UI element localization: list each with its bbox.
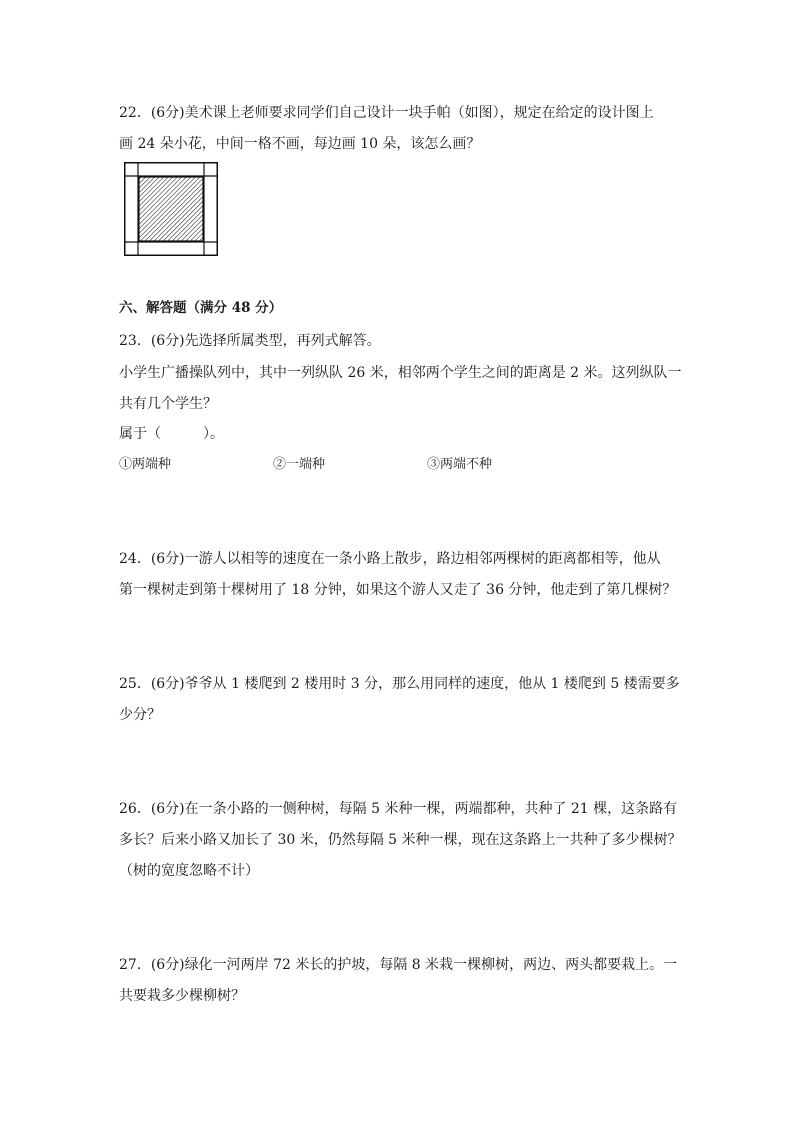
q25-line-2: 少分？	[119, 707, 161, 723]
q22-line-1: 22．(6分)美术课上老师要求同学们自己设计一块手帕（如图），规定在给定的设计图上	[119, 105, 654, 121]
q25-line-1: 25．(6分)爷爷从 1 楼爬到 2 楼用时 3 分，那么用同样的速度，他从 1 楼爬到 5 楼需要多	[119, 676, 680, 692]
q23-line-2: 小学生广播操队列中，其中一列纵队 26 米，相邻两个学生之间的距离是 2 米。这列纵队一	[119, 365, 682, 381]
q26-line-3: （树的宽度忽略不计）	[119, 863, 259, 879]
q26-line-1: 26．(6分)在一条小路的一侧种树，每隔 5 米种一棵，两端都种，共种了 21 棵，这条路有	[119, 801, 678, 817]
q26-line-2: 多长？后来小路又加长了 30 米，仍然每隔 5 米种一棵，现在这条路上一共种了多少棵树？	[119, 832, 682, 848]
q27-line-2: 共要栽多少棵柳树？	[119, 988, 245, 1004]
q27-line-1: 27．(6分)绿化一河两岸 72 米长的护坡，每隔 8 米栽一棵柳树，两边、两头都要栽上。一	[119, 957, 678, 973]
q24-line-1: 24．(6分)一游人以相等的速度在一条小路上散步，路边相邻两棵树的距离都相等，他从	[119, 551, 661, 567]
q23-option-3: ③两端不种	[427, 457, 493, 472]
q23-belongs-to: 属于（ ）。	[119, 426, 224, 442]
section-6-title: 六、解答题（满分 48 分）	[119, 300, 283, 316]
q24-line-2: 第一棵树走到第十棵树用了 18 分钟，如果这个游人又走了 36 分钟，他走到了第几棵树？	[119, 582, 677, 598]
q23-line-3: 共有几个学生？	[119, 396, 217, 412]
handkerchief-design-figure	[124, 162, 218, 256]
q23-option-1: ①两端种	[119, 457, 172, 472]
q23-option-2: ②一端种	[273, 457, 326, 472]
q23-line-1: 23．(6分)先选择所属类型，再列式解答。	[119, 333, 381, 349]
q22-line-2: 画 24 朵小花，中间一格不画，每边画 10 朵，该怎么画？	[119, 136, 481, 152]
figure-center-hatched-square	[139, 177, 203, 241]
